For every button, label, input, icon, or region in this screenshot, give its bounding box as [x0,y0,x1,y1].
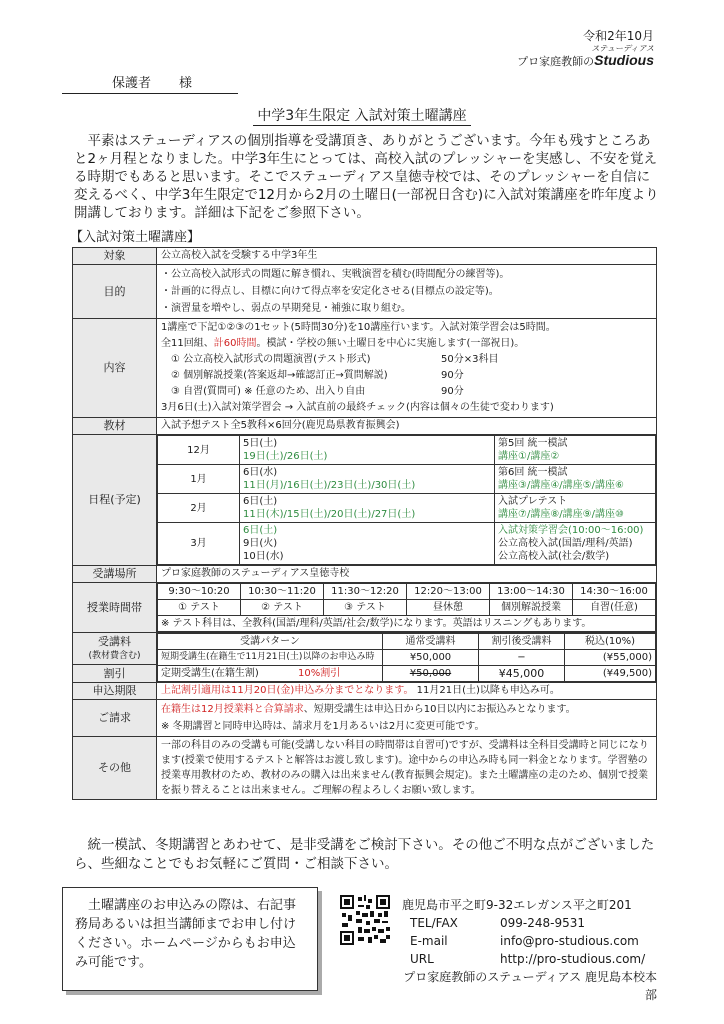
schedule-row: 2月 6日(土) 11日(木)/15日(土)/20日(土)/27日(土) 入試プレテスト 講座⑦/講座⑧/講座⑨/講座⑩ [158,494,656,523]
salutation [62,72,238,94]
schedule-month: 2月 [158,494,240,523]
schedule-grid [157,435,657,566]
intro-paragraph: 平素はステューディアスの個別指導を受講頂き、ありがとうございます。今年も残すところあと2ヶ月程となりました。中学3年生にとっては、高校入試のプレッシャーを実感し、不安を覚える時期でもあると思います。そこでステューディアス皇徳寺校では、そのプレッシャーを自信に変えるべく、中学3年生限定で12月から2月の土曜日(一部祝日含む)に入試対策講座を昨年度より開講しております。詳細は下記をご参照下さい。 [74,133,659,221]
purpose-item: ・演習量を増やし、弱点の早期発見・補強に取り組む。 [161,303,411,314]
contact-address: 鹿児島市平之町9-32エレガンス平之町201 [402,898,632,912]
time-grid: 9:30〜10:20 10:30〜11:20 11:30〜12:20 12:20〜13:00 13:00〜14:30 14:30〜16:00 ① テスト ② テスト ③ テスト 昼休憩 個別解説授業 自習(任意) ※ テスト科目は、全教科(国語/理科/英語/社会/数学)になります。英語はリスニングもあります。 [157,583,657,633]
document-title: 中学3年生限定 入試対策土曜講座 [0,105,724,125]
contact-phone[interactable]: 099-248-9531 [500,916,586,930]
discount-label: 割引 [73,665,157,683]
contact-block: 鹿児島市平之町9-32エレガンス平之町201 TEL/FAX 099-248-9531 E-mail info@pro-studious.com URL http://pro-studious.com/ プロ家庭教師のステューディアス 鹿児島本校本部 [402,898,657,1002]
salutation-sama: 様 [179,76,193,91]
schedule-row: 12月 5日(土) 19日(土)/26日(土) 第5回 統一模試 講座①/講座② [158,436,656,465]
time-label: 授業時間帯 [73,583,157,633]
purpose-value [157,265,657,319]
target-label: 対象 [73,248,157,265]
billing-value: 在籍生は12月授業料と合算請求、短期受講生は申込日から10日以内にお振込みとなります。 ※ 冬期講習と同時申込時は、請求月を1月あるいは2月に変更可能です。 [157,700,657,737]
venue-value: プロ家庭教師のステューディアス皇徳寺校 [157,566,657,583]
material-value: 入試予想テスト全5教科×6回分(鹿児島県教育振興会) [157,418,657,435]
contact-url[interactable]: http://pro-studious.com/ [500,952,646,966]
contact-email[interactable]: info@pro-studious.com [500,934,639,948]
schedule-row: 3月 6日(土) 9日(火) 10日(水) 入試対策学習会(10:00〜16:00) 公立高校入試(国語/理科/英語) 公立高校入試(社会/数学) [158,523,656,565]
content-line: 全11回組、計60時間。模試・学校の無い土曜日を中心に実施します(一部祝日)。 [161,338,525,349]
fee-label: 受講料 (教材費含む) [73,633,157,665]
org-kana: ステューディアス [591,44,654,53]
deadline-value: 上記割引適用は11月20日(金)申込み分までとなります。 11月21日(土)以降も申込み可。 [157,683,657,700]
deadline-label: 申込期限 [73,683,157,700]
contact-footer: プロ家庭教師のステューディアス 鹿児島本校本部 [403,970,657,1002]
other-label: その他 [73,737,157,800]
other-value: 一部の科目のみの受講も可能(受講しない科目の時間帯は自習可)ですが、受講料は全科目受講時と同じになります(授業で使用するテストと解答はお渡し致します)。途中からの申込み時も同一料金となります。学習塾の授業専用教材のため、教材のみの購入は出来ません(教育振興会規定)。また土曜講座の走のため、個別で授業を振り替えることは出来ません。ご理解の程よろしくお願い致します。 [157,737,657,800]
content-item: ② 個別解説授業(答案返却→確認訂正→質問解説) 90分 [171,370,464,381]
content-line: 3月6日(土)入試対策学習会 → 入試直前の最終チェック(内容は個々の生徒で変わります) [161,402,554,413]
org-name [517,52,654,69]
schedule-month: 1月 [158,465,240,494]
content-label: 内容 [73,319,157,418]
time-note: ※ テスト科目は、全教科(国語/理科/英語/社会/数学)になります。英語はリスニングもあります。 [158,616,656,632]
org-logo-text: Studious [594,52,654,68]
schedule-month: 3月 [158,523,240,565]
closing-paragraph: 統一模試、冬期講習とあわせて、是非受講をご検討下さい。その他ご不明な点がございましたら、些細なことでもお気軽にご質問・ご相談下さい。 [74,837,655,872]
content-value [157,319,657,418]
org-prefix: プロ家庭教師の [517,55,595,68]
schedule-label: 日程(予定) [73,435,157,566]
purpose-label: 目的 [73,265,157,319]
purpose-item: ・計画的に得点し、目標に向けて得点率を安定化させる(目標点の設定等)。 [161,286,499,297]
content-line: 1講座で下記①②③の1セット(5時間30分)を10講座行います。入試対策学習会は5時間。 [161,322,556,333]
qr-code-icon[interactable] [340,895,390,945]
content-item: ③ 自習(質問可) ※ 任意のため、出入り自由 90分 [171,386,464,397]
schedule-row: 1月 6日(水) 11日(月)/16日(土)/23日(土)/30日(土) 第6回 統一模試 講座③/講座④/講座⑤/講座⑥ [158,465,656,494]
total-hours: 計60時間 [213,338,257,349]
purpose-item: ・公立高校入試形式の問題に解き慣れ、実戦演習を積む(時間配分の練習等)。 [161,269,510,280]
section-label: 【入試対策土曜講座】 [70,230,201,245]
fee-grid: 受講パターン 通常受講料 割引後受講料 税込(10%) 短期受講生(在籍生で11月21日(土)以降のお申込み時 ¥50,000 − (¥55,000) 定期受講生(在籍生割) 10%割引 ¥50,000 ¥45,000 (¥49,500) [157,633,657,683]
salutation-recipient: 保護者 [112,76,152,91]
material-label: 教材 [73,418,157,435]
venue-label: 受講場所 [73,566,157,583]
schedule-month: 12月 [158,436,240,465]
billing-label: ご請求 [73,700,157,737]
target-value: 公立高校入試を受験する中学3年生 [157,248,657,265]
application-notice: 土曜講座のお申込みの際は、右記事務局あるいは担当講師までお申し付けください。ホームページからもお申込み可能です。 [62,887,318,991]
issue-date: 令和2年10月 [583,29,654,43]
content-item: ① 公立高校入試形式の問題演習(テスト形式) 50分×3科目 [171,354,499,365]
course-table [72,247,657,800]
